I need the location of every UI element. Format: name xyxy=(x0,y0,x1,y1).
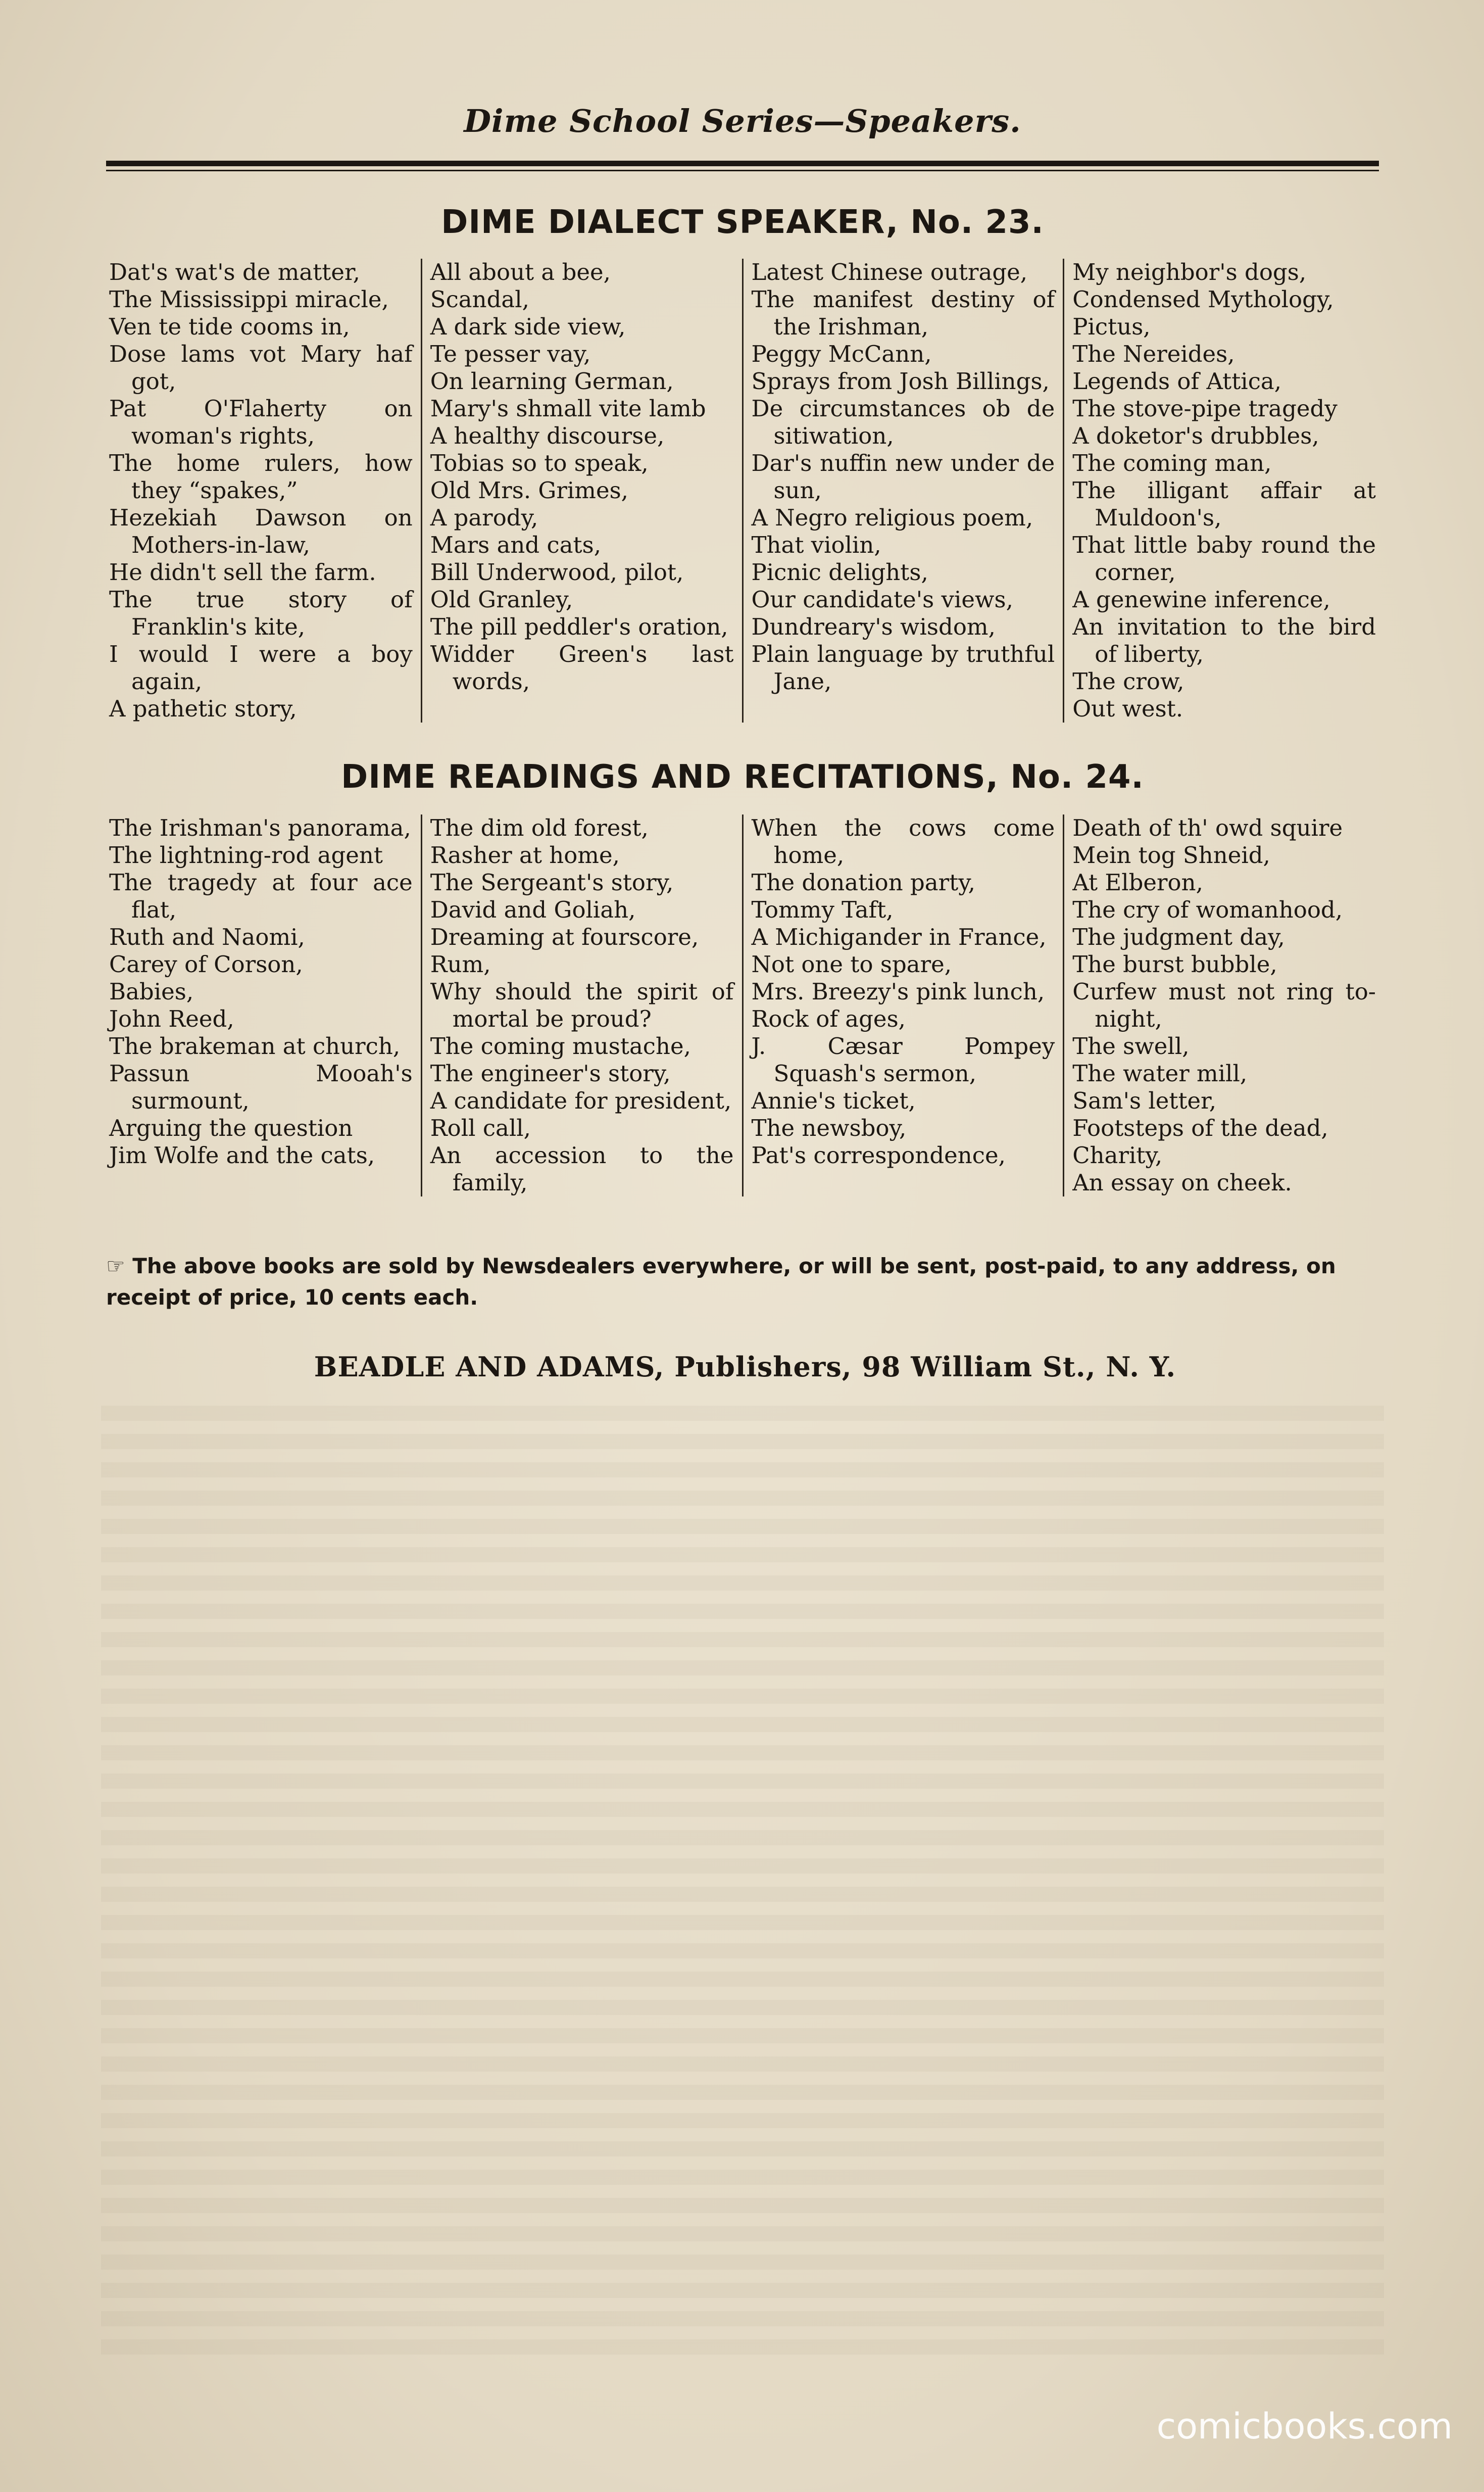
contents-entry: The crow, xyxy=(1072,668,1184,695)
contents-entry: Babies, xyxy=(109,978,194,1005)
contents-entry: At Elberon, xyxy=(1072,869,1203,896)
contents-entry: The dim old forest, xyxy=(430,814,649,841)
contents-entry: The engineer's story, xyxy=(430,1060,671,1087)
readings-recitations-title: DIME READINGS AND RECITATIONS, No. 24. xyxy=(341,758,1144,796)
readings-column-3 xyxy=(742,814,1063,1196)
contents-entry: Jim Wolfe and the cats, xyxy=(109,1142,375,1169)
contents-entry: Legends of Attica, xyxy=(1072,368,1282,395)
contents-entry: Widder Green's last words, xyxy=(430,641,734,695)
contents-entry: Rasher at home, xyxy=(430,842,620,869)
contents-entry: Rock of ages, xyxy=(751,1005,906,1032)
contents-entry: Ven te tide cooms in, xyxy=(109,313,350,340)
dialect-column-2 xyxy=(421,259,742,723)
contents-entry: Dat's wat's de matter, xyxy=(109,259,360,285)
contents-entry: Annie's ticket, xyxy=(751,1087,916,1114)
contents-entry: Arguing the question xyxy=(109,1115,353,1141)
contents-entry: David and Goliah, xyxy=(430,896,636,923)
contents-entry: Sprays from Josh Billings, xyxy=(751,368,1050,395)
contents-entry: Hezekiah Dawson on Mothers-in-law, xyxy=(109,504,413,558)
contents-entry: The home rulers, how they “spakes,” xyxy=(109,450,413,504)
contents-entry: Out west. xyxy=(1072,695,1183,722)
contents-entry: A Michigander in France, xyxy=(751,924,1047,950)
contents-entry: The illigant affair at Muldoon's, xyxy=(1072,477,1376,531)
contents-entry: An accession to the family, xyxy=(430,1142,734,1196)
contents-entry: Dreaming at fourscore, xyxy=(430,924,699,950)
contents-entry: Old Granley, xyxy=(430,586,573,613)
contents-entry: That little baby round the corner, xyxy=(1072,532,1376,586)
contents-entry: Sam's letter, xyxy=(1072,1087,1217,1114)
contents-entry: A doketor's drubbles, xyxy=(1072,422,1319,449)
contents-entry: The Sergeant's story, xyxy=(430,869,674,896)
dialect-speaker-title: DIME DIALECT SPEAKER, No. 23. xyxy=(441,204,1044,241)
contents-entry: The Nereides, xyxy=(1072,341,1235,367)
contents-entry: Pat's correspondence, xyxy=(751,1142,1006,1169)
contents-entry: J. Cæsar Pompey Squash's sermon, xyxy=(751,1033,1055,1087)
contents-entry: The tragedy at four ace flat, xyxy=(109,869,413,923)
contents-entry: Carey of Corson, xyxy=(109,951,303,978)
contents-entry: The judgment day, xyxy=(1072,924,1285,950)
contents-entry: The donation party, xyxy=(751,869,975,896)
contents-entry: The water mill, xyxy=(1072,1060,1248,1087)
contents-entry: Charity, xyxy=(1072,1142,1163,1169)
contents-entry: Curfew must not ring to-night, xyxy=(1072,978,1376,1032)
contents-entry: Old Mrs. Grimes, xyxy=(430,477,628,504)
contents-entry: That violin, xyxy=(751,532,881,558)
readings-column-1 xyxy=(101,814,421,1196)
contents-entry: A Negro religious poem, xyxy=(751,504,1033,531)
contents-entry: He didn't sell the farm. xyxy=(109,559,376,586)
contents-entry: Ruth and Naomi, xyxy=(109,924,305,950)
contents-entry: My neighbor's dogs, xyxy=(1072,259,1307,285)
publisher-imprint: BEADLE AND ADAMS, Publishers, 98 William St., N. Y. xyxy=(314,1351,1176,1383)
contents-entry: The brakeman at church, xyxy=(109,1033,401,1060)
readings-column-4 xyxy=(1063,814,1384,1196)
contents-entry: Condensed Mythology, xyxy=(1072,286,1334,313)
contents-entry: The burst bubble, xyxy=(1072,951,1277,978)
contents-entry: Peggy McCann, xyxy=(751,341,932,367)
dialect-speaker-contents xyxy=(101,259,1384,723)
readings-recitations-contents xyxy=(101,814,1384,1196)
contents-entry: Our candidate's views, xyxy=(751,586,1013,613)
contents-entry: Mrs. Breezy's pink lunch, xyxy=(751,978,1045,1005)
contents-entry: A parody, xyxy=(430,504,538,531)
contents-entry: Dose lams vot Mary haf got, xyxy=(109,341,413,395)
contents-entry: A dark side view, xyxy=(430,313,626,340)
contents-entry: The lightning-rod agent xyxy=(109,842,383,869)
contents-entry: Roll call, xyxy=(430,1115,531,1141)
contents-entry: Passun Mooah's surmount, xyxy=(109,1060,413,1114)
contents-entry: Mary's shmall vite lamb xyxy=(430,395,706,422)
contents-entry: The pill peddler's oration, xyxy=(430,613,728,640)
contents-entry: Bill Underwood, pilot, xyxy=(430,559,684,586)
contents-entry: A genewine inference, xyxy=(1072,586,1330,613)
site-watermark: comicbooks.com xyxy=(1156,2406,1453,2447)
contents-entry: Footsteps of the dead, xyxy=(1072,1115,1328,1141)
contents-entry: The stove-pipe tragedy xyxy=(1072,395,1338,422)
contents-entry: The true story of Franklin's kite, xyxy=(109,586,413,640)
header-rule-thin xyxy=(106,170,1379,171)
contents-entry: The cry of womanhood, xyxy=(1072,896,1343,923)
sales-notice: ☞ The above books are sold by Newsdealers everywhere, or will be sent, post-paid, to any address, on receipt of price, 10 cents each. xyxy=(106,1254,1336,1310)
contents-entry: Death of th' owd squire xyxy=(1072,814,1343,841)
contents-entry: Mein tog Shneid, xyxy=(1072,842,1270,869)
contents-entry: A candidate for president, xyxy=(430,1087,732,1114)
contents-entry: Not one to spare, xyxy=(751,951,952,978)
running-head: Dime School Series—Speakers. xyxy=(464,103,1021,139)
contents-entry: When the cows come home, xyxy=(751,814,1055,869)
header-rule-thick xyxy=(106,161,1379,166)
contents-entry: The coming man, xyxy=(1072,450,1272,476)
contents-entry: A healthy discourse, xyxy=(430,422,665,449)
contents-entry: Dundreary's wisdom, xyxy=(751,613,996,640)
contents-entry: Why should the spirit of mortal be proud? xyxy=(430,978,734,1032)
contents-entry: Tobias so to speak, xyxy=(430,450,649,476)
contents-entry: An essay on cheek. xyxy=(1072,1169,1292,1196)
contents-entry: The Irishman's panorama, xyxy=(109,814,411,841)
show-through-texture xyxy=(101,1395,1384,2355)
contents-entry: Pictus, xyxy=(1072,313,1151,340)
dialect-column-4 xyxy=(1063,259,1384,723)
contents-entry: A pathetic story, xyxy=(109,695,297,722)
contents-entry: On learning German, xyxy=(430,368,674,395)
contents-entry: I would I were a boy again, xyxy=(109,641,413,695)
contents-entry: Latest Chinese outrage, xyxy=(751,259,1028,285)
contents-entry: All about a bee, xyxy=(430,259,611,285)
dialect-column-1 xyxy=(101,259,421,723)
contents-entry: The swell, xyxy=(1072,1033,1190,1060)
contents-entry: De circumstances ob de sitiwation, xyxy=(751,395,1055,449)
readings-column-2 xyxy=(421,814,742,1196)
contents-entry: Picnic delights, xyxy=(751,559,928,586)
contents-entry: John Reed, xyxy=(109,1005,234,1032)
contents-entry: The Mississippi miracle, xyxy=(109,286,389,313)
contents-entry: The coming mustache, xyxy=(430,1033,691,1060)
contents-entry: The newsboy, xyxy=(751,1115,907,1141)
contents-entry: Te pesser vay, xyxy=(430,341,591,367)
dialect-column-3 xyxy=(742,259,1063,723)
contents-entry: Rum, xyxy=(430,951,491,978)
contents-entry: Tommy Taft, xyxy=(751,896,894,923)
contents-entry: The manifest destiny of the Irishman, xyxy=(751,286,1055,340)
contents-entry: Pat O'Flaherty on woman's rights, xyxy=(109,395,413,449)
contents-entry: Plain language by truthful Jane, xyxy=(751,641,1055,695)
contents-entry: Mars and cats, xyxy=(430,532,601,558)
contents-entry: Dar's nuffin new under de sun, xyxy=(751,450,1055,504)
contents-entry: Scandal, xyxy=(430,286,529,313)
contents-entry: An invitation to the bird of liberty, xyxy=(1072,613,1376,667)
